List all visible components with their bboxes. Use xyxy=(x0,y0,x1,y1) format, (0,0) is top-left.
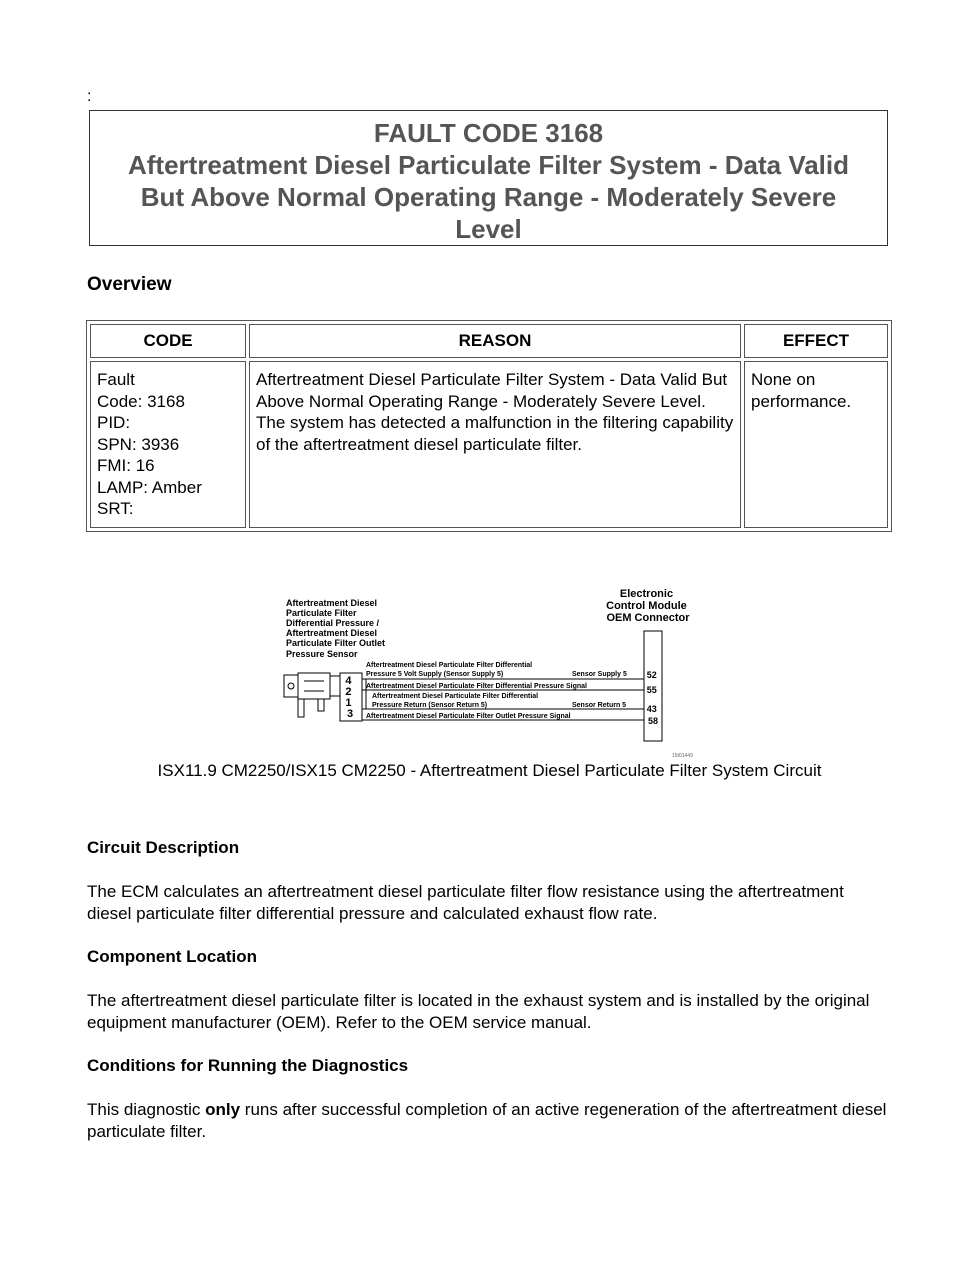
code-line: Fault xyxy=(97,370,135,389)
circuit-diagram xyxy=(280,585,700,760)
pressure-sensor-icon xyxy=(284,673,340,717)
svg-text:Aftertreatment Diesel Particul xyxy=(366,662,629,720)
svg-text:Aftertreatment Diesel Part xyxy=(286,598,388,659)
diagram-caption: ISX11.9 CM2250/ISX15 CM2250 - Aftertreatment Diesel Particulate Filter System Circuit xyxy=(157,761,822,780)
sensor-pin: 3 xyxy=(346,708,354,720)
column-header-effect: EFFECT xyxy=(744,324,888,358)
table-row xyxy=(90,361,888,528)
leading-colon: : xyxy=(87,88,92,105)
wire-label-right: Sensor Return 5 xyxy=(572,702,627,709)
conditions-text xyxy=(87,1099,887,1142)
sensor-label-line: Aftertreatment Diesel xyxy=(286,598,378,608)
wire-label-right: Sensor Supply 5 xyxy=(572,671,627,678)
sensor-pin: 4 xyxy=(345,675,352,687)
overview-heading: Overview xyxy=(87,274,172,295)
conditions-heading: Conditions for Running the Diagnostics xyxy=(87,1056,409,1075)
ecm-pin: 55 xyxy=(646,685,657,695)
table-header-row xyxy=(90,324,888,358)
code-cell xyxy=(90,361,246,528)
reason-cell: Aftertreatment Diesel Particulate Filter System - Data Valid But Above Normal Operating Range - Moderately Severe Level. The system has detected a malfunction in the filtering capability of the aftertreatment diesel particulate filter. xyxy=(249,361,741,528)
svg-text:Electronic Control Module xyxy=(606,588,690,624)
code-line: PID: xyxy=(97,413,131,432)
sensor-pin: 1 xyxy=(345,697,352,709)
ecm-label-line: OEM Connector xyxy=(606,612,690,624)
code-line: SPN: 3936 xyxy=(97,434,180,454)
fault-description-title: Aftertreatment Diesel Particulate Filter System - Data Valid But Above Normal Operating Range - Moderately Severe Level xyxy=(127,150,850,244)
conditions-emphasis: only xyxy=(205,1100,241,1119)
ecm-pin: 52 xyxy=(646,670,657,680)
conditions-text-start: This diagnostic xyxy=(87,1100,206,1119)
column-header-reason: REASON xyxy=(249,324,741,358)
conditions-text-end: runs after successful completion of an active regeneration of the aftertreatment diesel particulate filter. xyxy=(87,1100,887,1141)
wire-label: Aftertreatment Diesel Particulate Filter Differential xyxy=(366,662,533,669)
overview-table xyxy=(86,320,892,532)
component-location-text: The aftertreatment diesel particulate filter is located in the exhaust system and is installed by the original equipment manufacturer (OEM). Refer to the OEM service manual. xyxy=(87,991,870,1032)
sensor-label-line: Aftertreatment Diesel xyxy=(286,628,378,638)
sensor-label-line: Pressure Sensor xyxy=(286,649,358,659)
wire-label: Pressure Return (Sensor Return 5) xyxy=(372,702,488,709)
column-header-code: CODE xyxy=(90,324,246,358)
ecm-label-line: Control Module xyxy=(606,600,687,612)
wire-label: Pressure 5 Volt Supply (Sensor Supply 5) xyxy=(366,671,504,678)
wire-label: Aftertreatment Diesel Particulate Filter Differential xyxy=(372,693,539,700)
ecm-pin: 43 xyxy=(646,704,657,714)
code-line: LAMP: Amber xyxy=(97,477,202,497)
sensor-label-line: Differential Pressure / xyxy=(286,618,380,628)
diagram-reference-code: 15t01449 xyxy=(672,753,693,759)
wire-label: Aftertreatment Diesel Particulate Filter Outlet Pressure Signal xyxy=(366,713,571,720)
svg-text:4 2 1 3 xyxy=(345,675,354,720)
sensor-label-line: Particulate Filter xyxy=(286,608,357,618)
code-line: FMI: 16 xyxy=(97,456,155,475)
circuit-description-heading: Circuit Description xyxy=(87,838,240,857)
fault-title-box xyxy=(89,110,888,246)
code-line: SRT: xyxy=(97,499,134,518)
code-line: Code: 3168 xyxy=(97,391,185,411)
sensor-pin: 2 xyxy=(345,686,352,698)
sensor-label-line: Particulate Filter Outlet xyxy=(286,638,386,648)
component-location-heading: Component Location xyxy=(87,947,257,966)
wire-label: Aftertreatment Diesel Particulate Filter Differential Pressure Signal xyxy=(366,683,587,690)
circuit-description-text: The ECM calculates an aftertreatment diesel particulate filter flow resistance using the aftertreatment diesel particulate filter differential pressure and calculated exhaust flow rate. xyxy=(87,882,844,923)
fault-code-title: FAULT CODE 3168 xyxy=(373,118,604,148)
ecm-label-line: Electronic xyxy=(619,588,674,600)
ecm-pin: 58 xyxy=(647,716,659,726)
svg-text:52 55 43 58 xyxy=(647,670,660,726)
effect-cell: None on performance. xyxy=(744,361,888,528)
